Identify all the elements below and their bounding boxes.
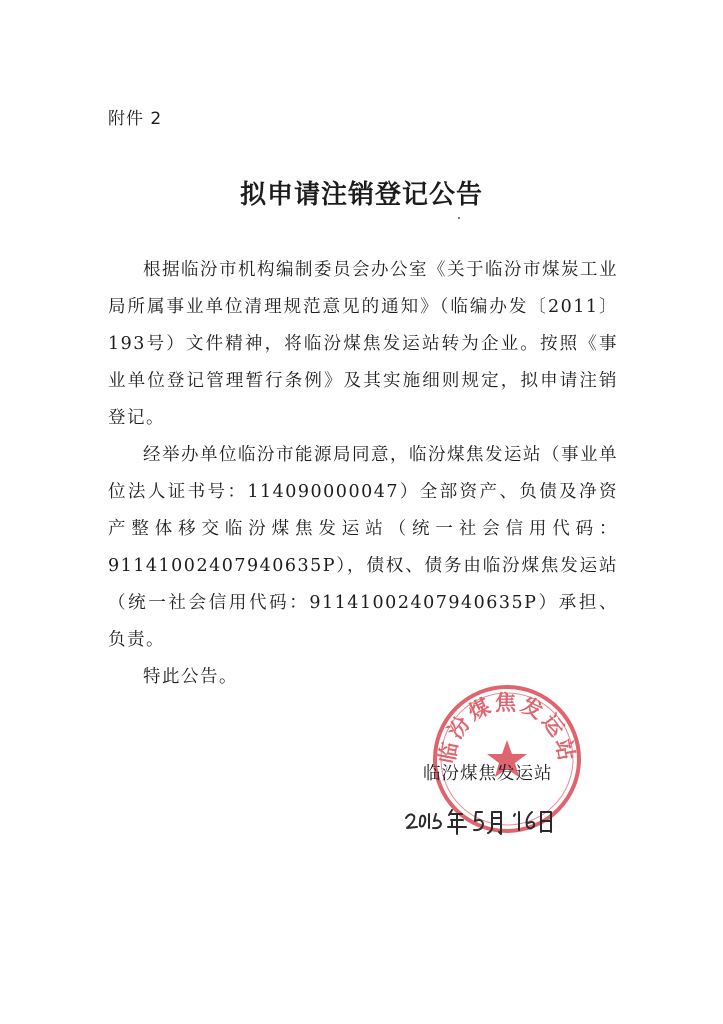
seal-text: 临汾煤焦发运站 xyxy=(435,690,579,766)
scan-speck xyxy=(458,217,460,219)
notice-body xyxy=(108,252,618,696)
paragraph-1: 根据临汾市机构编制委员会办公室《关于临汾市煤炭工业局所属事业单位清理规范意见的通知》（临编办发〔2011〕193号）文件精神，将临汾煤焦发运站转为企业。按照《事业单位登记管理暂行条例》及其实施细则规定，拟申请注销登记。 xyxy=(108,260,618,428)
handwritten-date xyxy=(396,800,556,840)
signing-organization: 临汾煤焦发运站 xyxy=(423,764,553,784)
closing-line: 特此公告。 xyxy=(143,667,238,687)
paragraph-2: 经举办单位临汾市能源局同意，临汾煤焦发运站（事业单位法人证书号：114090000047）全部资产、负债及净资产整体移交临汾煤焦发运站（统一社会信用代码：91141002407940635P），债权、债务由临汾煤焦发运站（统一社会信用代码：91141002407940635P）承担、负责。 xyxy=(108,445,618,650)
attachment-label: 附件 2 xyxy=(108,109,163,129)
notice-title: 拟申请注销登记公告 xyxy=(239,180,483,210)
